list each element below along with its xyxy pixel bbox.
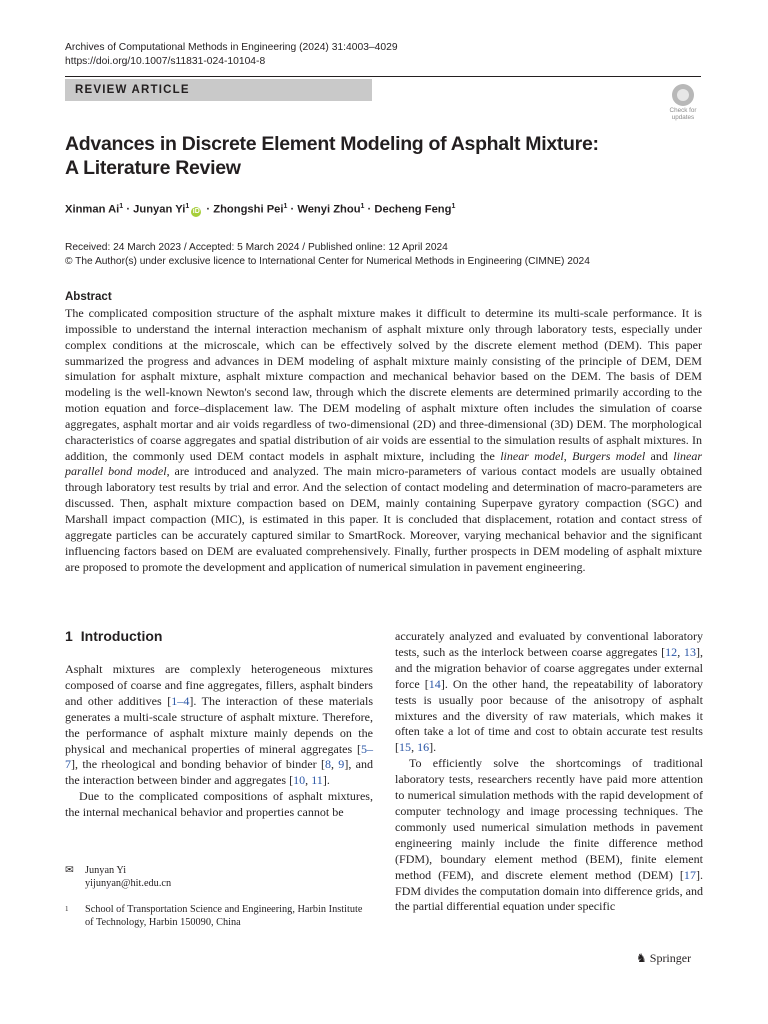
abstract-part: , [563, 448, 573, 463]
affiliation-mark: 1 [119, 203, 124, 210]
text-run: ]. The interaction of these materials generates a multi-scale structure of asphalt mixture. Therefore, the performance of asphalt mixture mainly depends on the physical and mechanical properties of mineral aggregates [ [65, 693, 374, 756]
corresponding-email[interactable]: yijunyan@hit.edu.cn [85, 878, 172, 889]
citation-link[interactable]: 8 [324, 757, 331, 772]
badge-line-1: Check for [669, 107, 697, 114]
corresponding-author [65, 864, 365, 890]
section-heading [65, 628, 162, 644]
citation-link[interactable]: 11 [311, 773, 323, 788]
model-name: linear model [500, 448, 564, 463]
text-run: , [411, 740, 418, 755]
header-rule [65, 76, 701, 77]
text-run: ]. FDM divides the computation domain into difference grids, and the partial differential equation under specific [395, 867, 703, 914]
author-name[interactable]: Wenyi Zhou [297, 203, 361, 216]
abstract-part: and [645, 448, 674, 463]
text-run: ]. [429, 740, 437, 755]
section-number: 1 [65, 628, 73, 644]
journal-citation: Archives of Computational Methods in Engineering (2024) 31:4003–4029 [65, 42, 398, 53]
body-column-right [395, 629, 703, 915]
copyright-line: © The Author(s) under exclusive licence to International Center for Numerical Methods in Engineering (CIMNE) 2024 [65, 256, 590, 267]
text-run: , [677, 644, 684, 659]
affiliation-mark: 1 [283, 203, 288, 210]
paragraph [395, 756, 703, 915]
author-list: Xinman $Ai^1$ · Junyan $Yi^1iD$ · Zhongshi Pei$^1$ · Wenyi Zhou$^1$ · Decheng Feng$^1$ [65, 203, 456, 216]
text-run: ]. [322, 773, 330, 788]
badge-line-2: updates [671, 114, 695, 121]
abstract-part: , are introduced and analyzed. The main micro-parameters of various contact models are usually obtained through laboratory test results by trial and error. And the selection of contact modeling and determination of macro-parameters are discussed. Then, asphalt mixture compaction based on DEM, mainly containing Superpave gyratory compaction (SGC) and Marshall impact compaction (MIC), is estimated in this paper. It is concluded that displacement, rotation and contact stress of aggregate particles can be accurately captured similar to SmartRock. Moreover, varying mechanical behavior and the significant influencing factors based on DEM are evaluated comprehensively. Finally, further prospects in DEM modeling of asphalt mixture are proposed to promote the development and application of numerical simulation in pavement engineering. [65, 464, 702, 574]
text-run: , [331, 757, 339, 772]
envelope-icon: ✉ [65, 865, 74, 876]
model-name: linear parallel bond model [65, 448, 703, 479]
text-run: accurately analyzed and evaluated by conventional laboratory tests, such as the interlock between coarse aggregates [ [395, 629, 703, 659]
text-run: ]. On the other hand, the repeatability of laboratory tests is usually poor because of the anisotropy of asphalt mixtures and the diversity of raw materials, which makes it often take a lot of time and cost to obtain accurate test results [ [395, 676, 704, 755]
text-run: , [305, 773, 312, 788]
orcid-icon[interactable]: iD [192, 207, 200, 215]
text-run: Asphalt mixtures are complexly heterogeneous mixtures composed of coarse and fine aggregates, fillers, asphalt binders and other additives [ [65, 662, 373, 708]
title-line-1: Advances in Discrete Element Modeling of Asphalt Mixture: [65, 133, 599, 155]
text-run: ], and the migration behavior of coarse aggregates under external force [ [395, 644, 703, 691]
corresponding-name: Junyan Yi [85, 865, 127, 876]
history-dates: Received: 24 March 2023 / Accepted: 5 March 2024 / Published online: 12 April 2024 [65, 242, 448, 253]
author-name[interactable]: Decheng Feng [374, 203, 452, 216]
text-run: ], the rheological and bonding behavior of binder [ [71, 757, 325, 772]
affiliation-footnote [65, 903, 365, 929]
doi-link[interactable]: https://doi.org/10.1007/s11831-024-10104-8 [65, 56, 266, 67]
citation-link[interactable]: 1–4 [171, 693, 190, 708]
affiliation-mark: 1 [360, 203, 365, 210]
text-run: ], and the interaction between binder and aggregates [ [65, 757, 373, 788]
title-line-2: A Literature Review [65, 157, 241, 179]
paragraph [65, 662, 373, 789]
model-name: Burgers model [572, 448, 646, 463]
citation-link[interactable]: 13 [683, 644, 696, 659]
citation-link[interactable]: 5–7 [65, 741, 373, 772]
springer-horse-icon: ♞ [636, 951, 647, 965]
publisher-logo [636, 951, 691, 966]
paragraph [395, 629, 703, 756]
abstract-text [65, 306, 702, 575]
check-for-updates-badge[interactable] [664, 84, 702, 124]
citation-link[interactable]: 12 [665, 644, 678, 659]
article-title [65, 132, 685, 180]
abstract-part: The complicated composition structure of the asphalt mixture makes it difficult to determine its multi-scale performance. It is impossible to understand the internal interaction mechanism of asphalt mixture only through laboratory tests, especially under complex conditions at the microscale, which can be effectively solved by the discrete element method (DEM). This paper summarized the progress and advances in DEM modeling of asphalt mixture mainly consisting of the principle of DEM, DEM simulation for asphalt mixture, asphalt mixture compaction and mechanical behavior based on the DEM. The basis of DEM modeling is the well-known Newton's second law, through which the discrete elements are determined primarily according to the motion equation and force–displacement law. The DEM modeling of asphalt mixture often includes the simulation of coarse aggregates, asphalt mortar and air voids regardless of two-dimensional (2D) and three-dimensional (3D) DEM. The morphological characteristics of coarse aggregates and spatial distribution of air voids are essential to the simulation results of asphalt mixtures. In addition, the commonly used DEM contact models in asphalt mixture, including the [65, 306, 702, 463]
text-run: To efficiently solve the shortcomings of traditional laboratory tests, researchers recently have paid more attention to numerical simulation methods with the rapid development of computer technology and image processing techniques. The commonly used numerical simulation methods in pavement engineering mainly include the finite difference method (FDM), boundary element method (BEM), finite element method (FEM), and discrete element method (DEM) [ [395, 756, 703, 882]
citation-link[interactable]: 17 [683, 867, 696, 882]
author-name[interactable]: Zhongshi Pei [213, 203, 284, 216]
publisher-name: Springer [649, 951, 692, 965]
paragraph: Due to the complicated compositions of asphalt mixtures, the internal mechanical behavior and properties cannot be [65, 789, 373, 820]
citation-link[interactable]: 9 [338, 757, 345, 772]
citation-link[interactable]: 10 [293, 773, 306, 788]
check-updates-icon [672, 84, 694, 106]
author-name[interactable]: Xinman Ai [65, 203, 120, 216]
article-type-banner: REVIEW ARTICLE [65, 79, 372, 101]
affiliation-mark: 1 [451, 203, 456, 210]
abstract-heading: Abstract [65, 291, 112, 303]
affiliation-text: School of Transportation Science and Engineering, Harbin Institute of Technology, Harbin 150090, China [85, 904, 363, 928]
author-name[interactable]: Junyan Yi [133, 203, 186, 216]
citation-link[interactable]: 15 [399, 740, 412, 755]
affiliation-mark: 1 [185, 203, 190, 210]
publication-dates [65, 241, 590, 269]
citation-link[interactable]: 14 [428, 676, 441, 691]
body-column-left [65, 662, 373, 821]
citation-link[interactable]: 16 [417, 740, 430, 755]
affiliation-number: 1 [65, 905, 69, 913]
section-title: Introduction [80, 628, 163, 644]
